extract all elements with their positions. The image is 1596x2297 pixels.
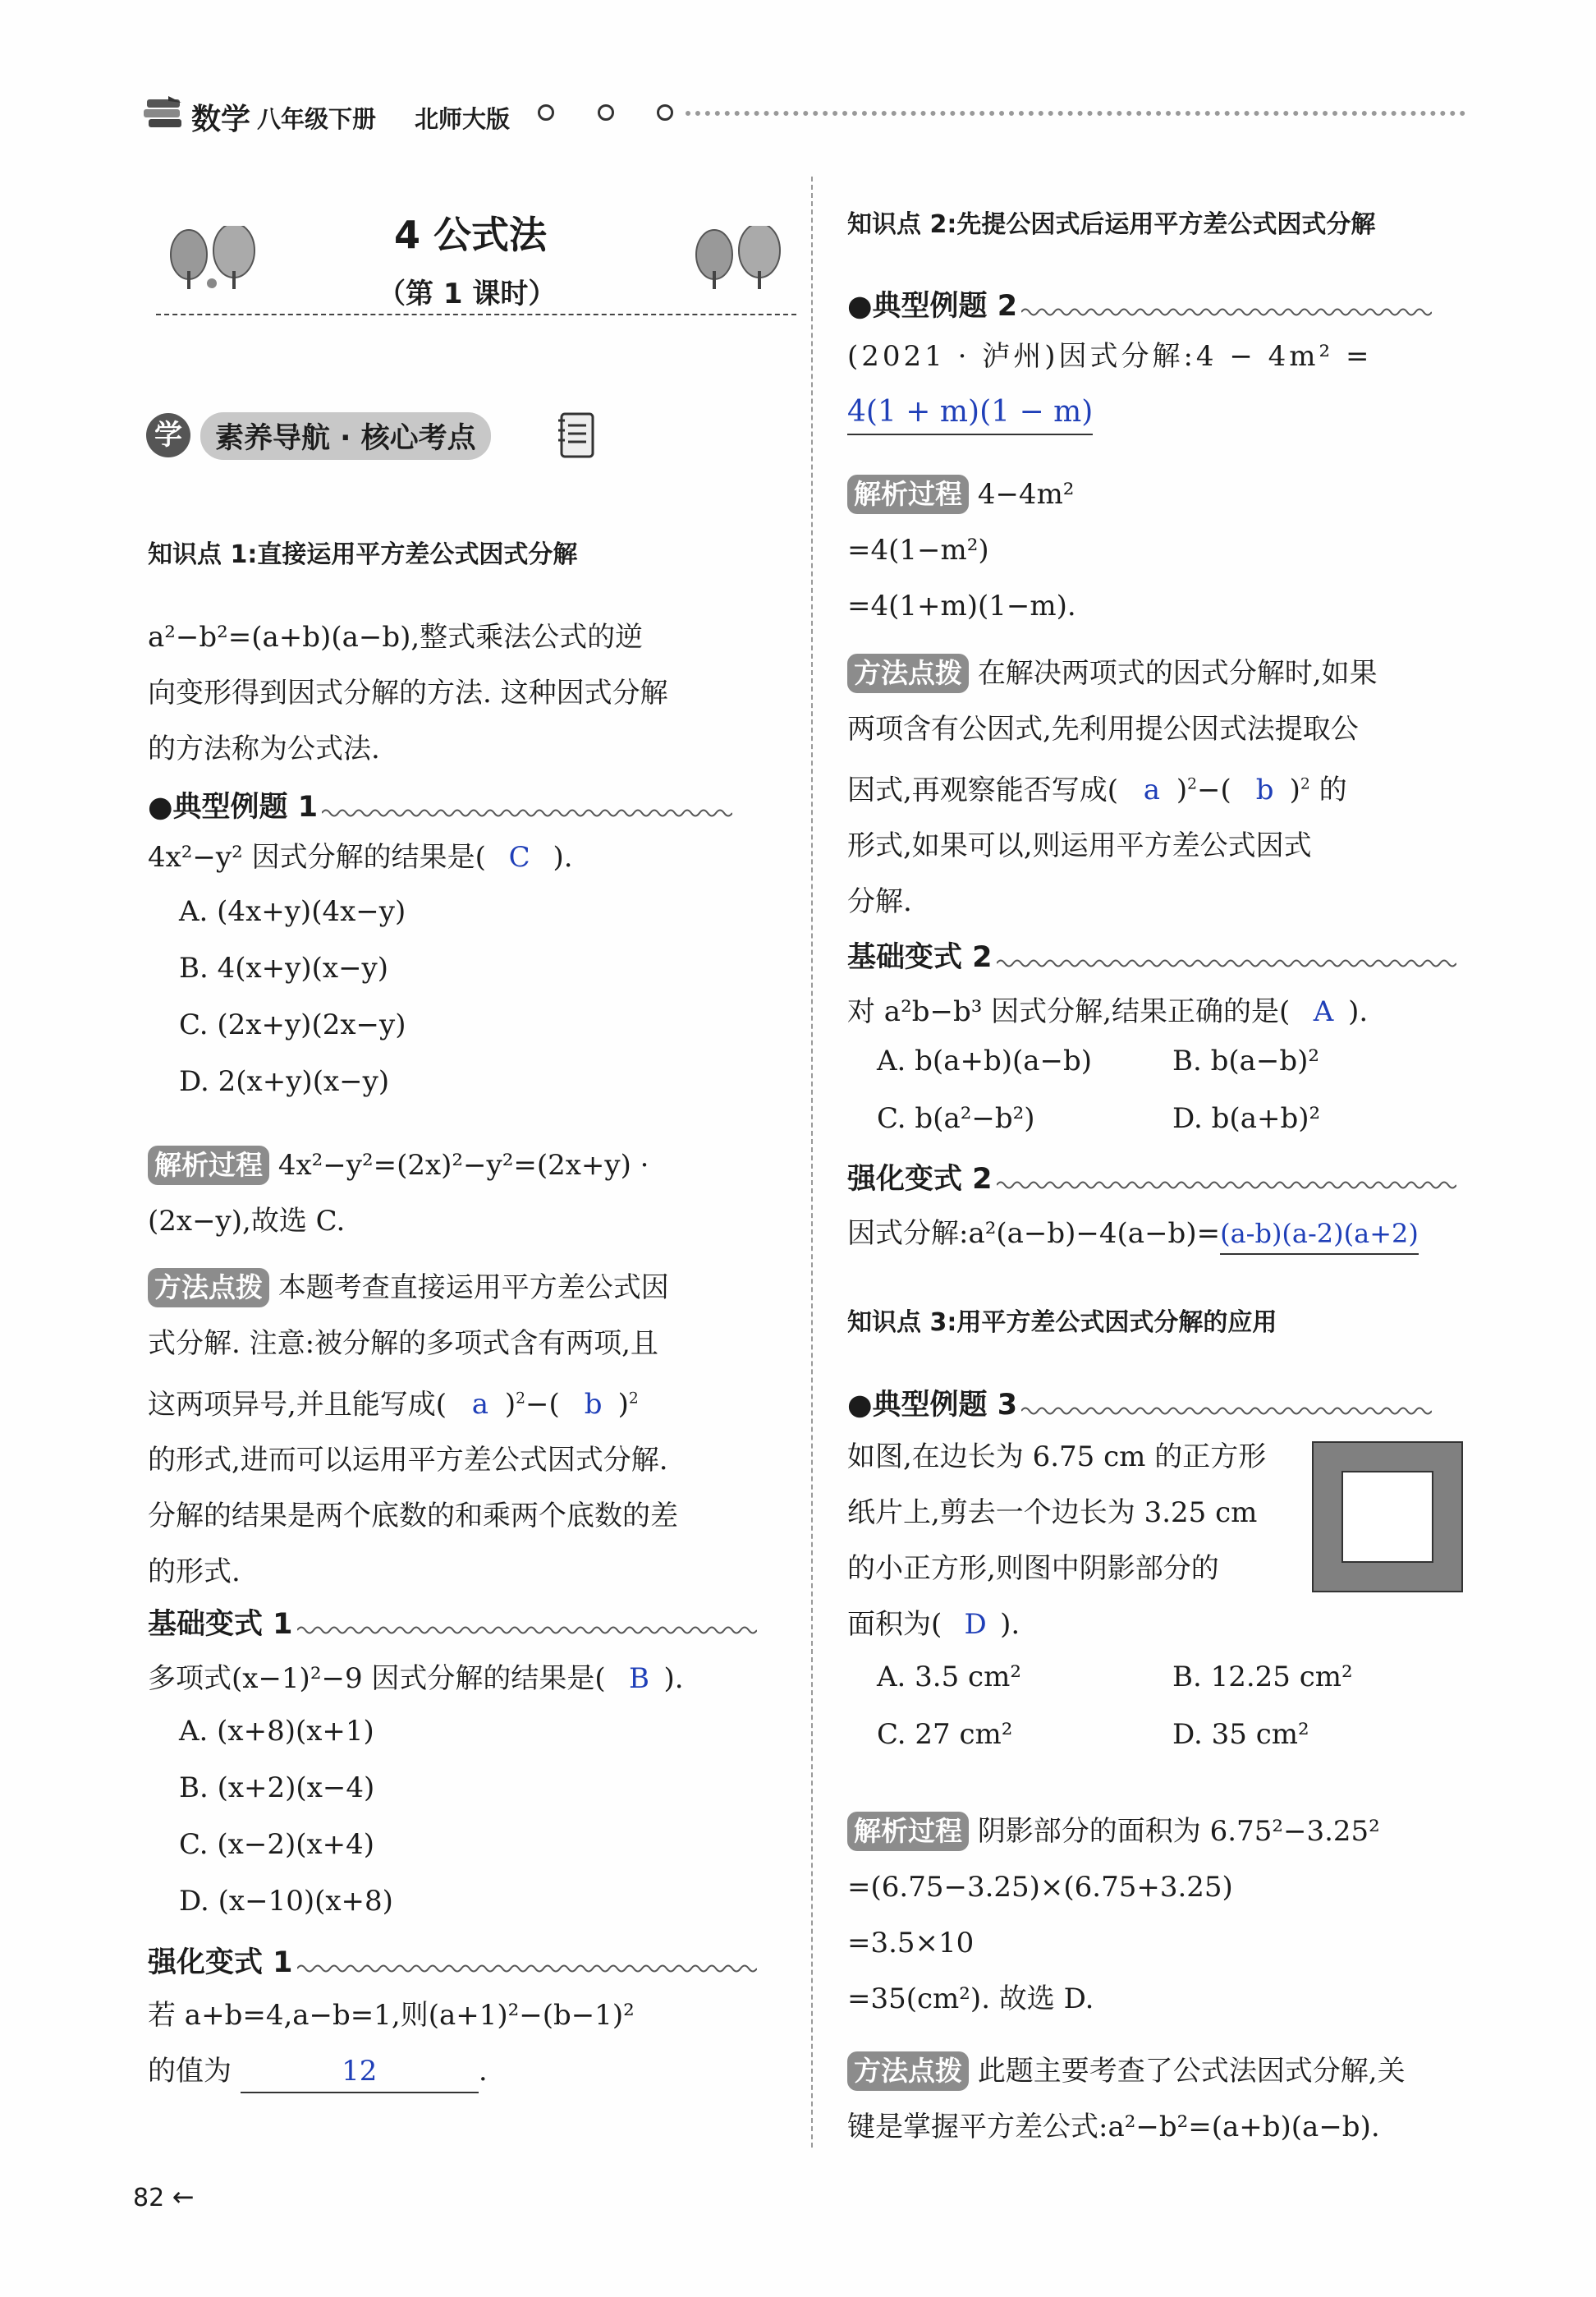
page-subtitle: （第 1 课时） (378, 278, 557, 310)
basic2-options (877, 1045, 1468, 1160)
ex2-stem: (2021 · 泸州)因式分解:4 − 4m² = (847, 340, 1373, 373)
basic1-title-row (148, 1601, 757, 1642)
wavy-divider (997, 958, 1456, 969)
strong1-stem: 若 a+b=4,a−b=1,则(a+1)²−(b−1)² (148, 1999, 635, 2032)
blank-b: b (1255, 774, 1274, 807)
ex1-stem (148, 829, 573, 885)
method-tag: 方法点拨 (847, 2051, 969, 2091)
header-dotted-rule (686, 111, 1465, 116)
option-a: A. 3.5 cm² (877, 1661, 1021, 1693)
knowledge-point-1: 知识点 1:直接运用平方差公式因式分解 (148, 540, 578, 569)
ex3-analysis (847, 1803, 1380, 2027)
method-line: 此题主要考查了公式法因式分解,关 (977, 2055, 1406, 2088)
strong1-stem2: 的值为 (148, 2055, 232, 2088)
strong2-stem-text: 因式分解:a²(a−b)−4(a−b)= (847, 1217, 1221, 1250)
ex1-stem-end: ). (553, 841, 573, 874)
kp1-line: a²−b²=(a+b)(a−b),整式乘法公式的逆 (148, 621, 644, 654)
header-subject: 数学 (191, 103, 251, 136)
analysis-tag: 解析过程 (847, 1812, 969, 1851)
ex1-analysis (148, 1137, 649, 1249)
analysis-line: =3.5×10 (847, 1927, 975, 1959)
basic1-answer: B (628, 1662, 649, 1695)
page-number: 82 (133, 2184, 165, 2212)
blank-b: b (584, 1388, 603, 1422)
knowledge-point-3: 知识点 3:用平方差公式因式分解的应用 (847, 1308, 1277, 1337)
method-line: 式分解. 注意:被分解的多项式含有两项,且 (148, 1327, 658, 1360)
analysis-line: =(6.75−3.25)×(6.75+3.25) (847, 1871, 1233, 1904)
method-tag: 方法点拨 (847, 654, 969, 693)
analysis-line: 阴影部分的面积为 6.75²−3.25² (977, 1815, 1380, 1848)
option-b: B. (x+2)(x−4) (179, 1771, 375, 1804)
option-d: D. 2(x+y)(x−y) (179, 1065, 390, 1098)
option-c: C. (x−2)(x+4) (179, 1828, 375, 1861)
ex2-answer: 4(1 + m)(1 − m) (847, 391, 1093, 435)
blank-a: a (1143, 774, 1161, 807)
page-title: 4 公式法 (394, 213, 548, 257)
basic1-stem: 多项式(x−1)²−9 因式分解的结果是( B ). (148, 1651, 684, 1707)
title-block (156, 205, 796, 320)
wavy-divider (322, 807, 732, 819)
wavy-divider (997, 1179, 1456, 1191)
method-tag: 方法点拨 (148, 1268, 269, 1307)
analysis-line: =4(1−m²) (847, 534, 989, 567)
method-line: 这两项异号,并且能写成( (148, 1388, 447, 1422)
option-a: A. (4x+y)(4x−y) (179, 895, 406, 928)
ex2-title: ●典型例题 2 (847, 290, 1018, 323)
tree-decoration-right (681, 226, 788, 292)
method-line: 本题考查直接运用平方差公式因 (277, 1271, 669, 1304)
ex2-stem-block (847, 328, 1372, 440)
strong1-body: 若 a+b=4,a−b=1,则(a+1)²−(b−1)² 的值为 12 . (148, 1987, 635, 2099)
analysis-line: =35(cm²). 故选 D. (847, 1982, 1094, 2015)
ex1-stem-text: 4x²−y² 因式分解的结果是( (148, 841, 486, 874)
strong1-answer: 12 (241, 2051, 479, 2093)
square-figure (1312, 1441, 1463, 1592)
strong2-answer: (a-b)(a-2)(a+2) (1220, 1214, 1419, 1255)
ex3-stem-line: 纸片上,剪去一个边长为 3.25 cm (847, 1496, 1258, 1529)
basic2-title-row (847, 935, 1456, 976)
ex1-options (179, 895, 406, 1122)
wavy-divider (1021, 1405, 1432, 1417)
ex1-title: ●典型例题 1 (148, 791, 319, 824)
option-b: B. 12.25 cm² (1172, 1661, 1353, 1693)
method-line: 两项含有公因式,先利用提公因式法提取公 (847, 713, 1359, 746)
method-line: 分解. (847, 885, 912, 919)
ex3-answer: D (964, 1608, 987, 1641)
basic1-stem-text: 多项式(x−1)²−9 因式分解的结果是( (148, 1662, 606, 1695)
basic2-stem-text: 对 a²b−b³ 因式分解,结果正确的是( (847, 995, 1291, 1028)
option-d: D. b(a+b)² (1172, 1102, 1321, 1135)
method-line: 形式,如果可以,则运用平方差公式因式 (847, 829, 1312, 863)
arrow-circle-icon (538, 104, 554, 121)
method-line: 因式,再观察能否写成( (847, 774, 1119, 807)
ex3-stem-line: 的小正方形,则图中阴影部分的 (847, 1552, 1219, 1585)
strong1-title-row (148, 1940, 757, 1981)
ex1-title-row (148, 784, 772, 825)
method-line: 键是掌握平方差公式:a²−b²=(a+b)(a−b). (847, 2111, 1380, 2143)
tree-decoration-left (164, 226, 271, 292)
inner-square (1341, 1471, 1433, 1563)
basic2-stem: 对 a²b−b³ 因式分解,结果正确的是( A ). (847, 984, 1368, 1040)
analysis-tag: 解析过程 (148, 1146, 269, 1185)
ex3-title-row (847, 1382, 1432, 1423)
strong2-title-row (847, 1156, 1456, 1197)
ex1-answer: C (508, 841, 530, 874)
basic1-options (179, 1715, 393, 1941)
option-d: D. 35 cm² (1172, 1718, 1309, 1751)
analysis-line: 4−4m² (977, 478, 1075, 511)
method-line: 分解的结果是两个底数的和乘两个底数的差 (148, 1500, 678, 1533)
analysis-line: =4(1+m)(1−m). (847, 590, 1076, 622)
kp1-text (148, 609, 668, 777)
ex2-title-row (847, 283, 1432, 324)
header-grade: 八年级下册 (257, 105, 377, 133)
method-line: 在解决两项式的因式分解时,如果 (977, 657, 1378, 690)
wavy-divider (1021, 306, 1432, 318)
section-banner (146, 411, 606, 460)
book-stack-icon (144, 93, 186, 134)
blank-a: a (471, 1388, 489, 1422)
wavy-divider (297, 1624, 757, 1636)
basic2-answer: A (1313, 995, 1334, 1028)
ex3-stem-line: 面积为( (847, 1608, 942, 1641)
method-line: 的形式,进而可以运用平方差公式因式分解. (148, 1444, 668, 1477)
analysis-line: (2x−y),故选 C. (148, 1205, 346, 1238)
ex3-title: ●典型例题 3 (847, 1389, 1018, 1422)
ex3-stem: 如图,在边长为 6.75 cm 的正方形 纸片上,剪去一个边长为 3.25 cm 的小正方形,则图中阴影部分的 面积为( D ). (847, 1429, 1266, 1652)
option-b: B. 4(x+y)(x−y) (179, 952, 389, 985)
method-line: 的形式. (148, 1555, 241, 1589)
header-edition: 北师大版 (415, 105, 511, 133)
strong1-title: 强化变式 1 (148, 1946, 293, 1979)
banner-badge: 学 (146, 413, 190, 457)
wavy-divider (297, 1963, 757, 1974)
ex3-method (847, 2043, 1406, 2155)
arrow-circle-icon (598, 104, 614, 121)
basic2-title: 基础变式 2 (847, 941, 993, 974)
analysis-tag: 解析过程 (847, 475, 969, 514)
kp1-line: 向变形得到因式分解的方法. 这种因式分解 (148, 677, 668, 710)
ex2-analysis (847, 466, 1076, 634)
notebook-icon (557, 411, 598, 460)
arrow-left-icon: ← (172, 2181, 195, 2212)
ex3-stem-line: 如图,在边长为 6.75 cm 的正方形 (847, 1440, 1267, 1473)
ex3-options (877, 1661, 1468, 1776)
knowledge-point-2: 知识点 2:先提公因式后运用平方差公式因式分解 (847, 210, 1376, 239)
page-footer (133, 2181, 195, 2212)
ex1-method: 方法点拨 本题考查直接运用平方差公式因 式分解. 注意:被分解的多项式含有两项,且 这两项异号,并且能写成( a )$^2$−( b )$^2$ 的形式,进而可以运用平方差公式因式分解. 分解的结果是两个底数的和乘两个底数的差 的形式. (148, 1260, 678, 1600)
strong2-title: 强化变式 2 (847, 1163, 993, 1196)
ex2-method: 方法点拨 在解决两项式的因式分解时,如果 两项含有公因式,先利用提公因式法提取公 因式,再观察能否写成( a )$^2$−( b )$^2$ 的 形式,如果可以,则运用平方差公式因式 分解. (847, 645, 1378, 930)
banner-label: 素养导航 · 核心考点 (200, 412, 491, 460)
option-c: C. b(a²−b²) (877, 1102, 1035, 1135)
basic1-title: 基础变式 1 (148, 1608, 293, 1641)
title-dashed-rule (156, 314, 796, 315)
analysis-line: 4x²−y²=(2x)²−y²=(2x+y) · (277, 1149, 649, 1182)
column-divider (811, 177, 813, 2148)
option-c: C. (2x+y)(2x−y) (179, 1008, 406, 1041)
header (144, 86, 1465, 144)
option-b: B. b(a−b)² (1172, 1045, 1320, 1077)
kp1-line: 的方法称为公式法. (148, 733, 380, 765)
option-a: A. (x+8)(x+1) (179, 1715, 374, 1748)
arrow-circle-icon (657, 104, 673, 121)
option-d: D. (x−10)(x+8) (179, 1885, 393, 1918)
strong2-stem (847, 1206, 1419, 1261)
option-a: A. b(a+b)(a−b) (877, 1045, 1093, 1077)
option-c: C. 27 cm² (877, 1718, 1013, 1751)
